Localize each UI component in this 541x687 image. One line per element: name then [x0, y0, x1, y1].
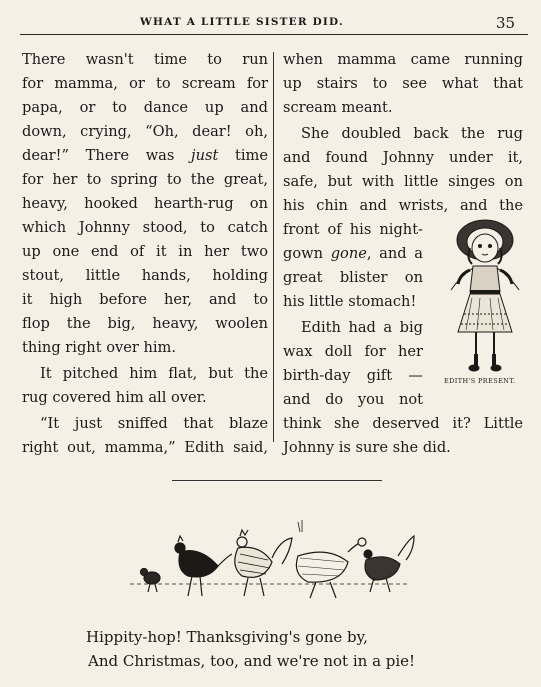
running-title: WHAT A LITTLE SISTER DID. [140, 16, 344, 28]
text-line: think she deserved it? Little [283, 415, 523, 432]
text-line: which Johnny stood, to catch [22, 219, 268, 236]
emphasis-gone: gone [330, 245, 367, 262]
text-line: Edith had a big [301, 319, 423, 336]
text-line: and do you not [283, 391, 423, 408]
text-line: for her to spring to the great, [22, 171, 268, 188]
text-line: for mamma, or to scream for [22, 75, 268, 92]
column-divider [273, 52, 274, 442]
text-line: flop the big, heavy, woolen [22, 315, 268, 332]
verse-line: And Christmas, too, and we're not in a pie! [88, 652, 416, 670]
white-hen-figure [296, 520, 366, 598]
text-line: rug covered him all over. [22, 389, 207, 406]
text-line: right out, mamma,” Edith said, [22, 439, 268, 456]
second-rooster-figure [364, 536, 414, 592]
text-line: safe, but with little singes on [283, 173, 523, 190]
verse-line: Hippity-hop! Thanksgiving's gone by, [86, 628, 368, 646]
text-run: , and a [366, 245, 423, 262]
page-header [0, 14, 541, 34]
text-line: down, crying, “Oh, dear! oh, [22, 123, 268, 140]
text-line: She doubled back the rug [301, 125, 523, 142]
text-line: It pitched him flat, but the [40, 365, 268, 382]
text-line: and found Johnny under it, [283, 149, 523, 166]
text-line: up stairs to see what that [283, 75, 523, 92]
left-column [22, 48, 268, 460]
page-number: 35 [496, 14, 516, 32]
text-line: when mamma came running [283, 51, 523, 68]
text-line: papa, or to dance up and [22, 99, 268, 116]
chickens-illustration [130, 512, 420, 612]
text-line: wax doll for her [283, 343, 423, 360]
emphasis-just: just [191, 147, 219, 164]
doll-illustration [440, 214, 530, 386]
text-line: stout, little hands, holding [22, 267, 268, 284]
text-line: his little stomach! [283, 293, 417, 310]
text-run: dear!” There was [22, 147, 192, 164]
figure-caption: EDITH'S PRESENT. [444, 377, 516, 385]
text-run: gown [283, 245, 331, 262]
text-line [22, 144, 268, 168]
text-line: up one end of it in her two [22, 243, 268, 260]
text-line: Johnny is sure she did. [283, 439, 451, 456]
text-line: “It just sniffed that blaze [40, 415, 268, 432]
closing-verse [86, 625, 415, 673]
text-line: front of his night- [283, 221, 423, 238]
rooster-figure [235, 530, 292, 596]
header-rule [20, 34, 528, 35]
text-run: time [218, 147, 268, 164]
text-line: scream meant. [283, 99, 393, 116]
text-line: birth-day gift — [283, 367, 423, 384]
text-line: great blister on [283, 269, 423, 286]
chick-figure [141, 569, 161, 593]
text-line: his chin and wrists, and the [283, 197, 523, 214]
text-line: There wasn't time to run [22, 51, 268, 68]
text-line: heavy, hooked hearth-rug on [22, 195, 268, 212]
text-line: thing right over him. [22, 339, 177, 356]
section-rule [172, 480, 382, 481]
black-hen-figure [175, 536, 232, 596]
text-line [283, 242, 423, 266]
text-line: it high before her, and to [22, 291, 268, 308]
